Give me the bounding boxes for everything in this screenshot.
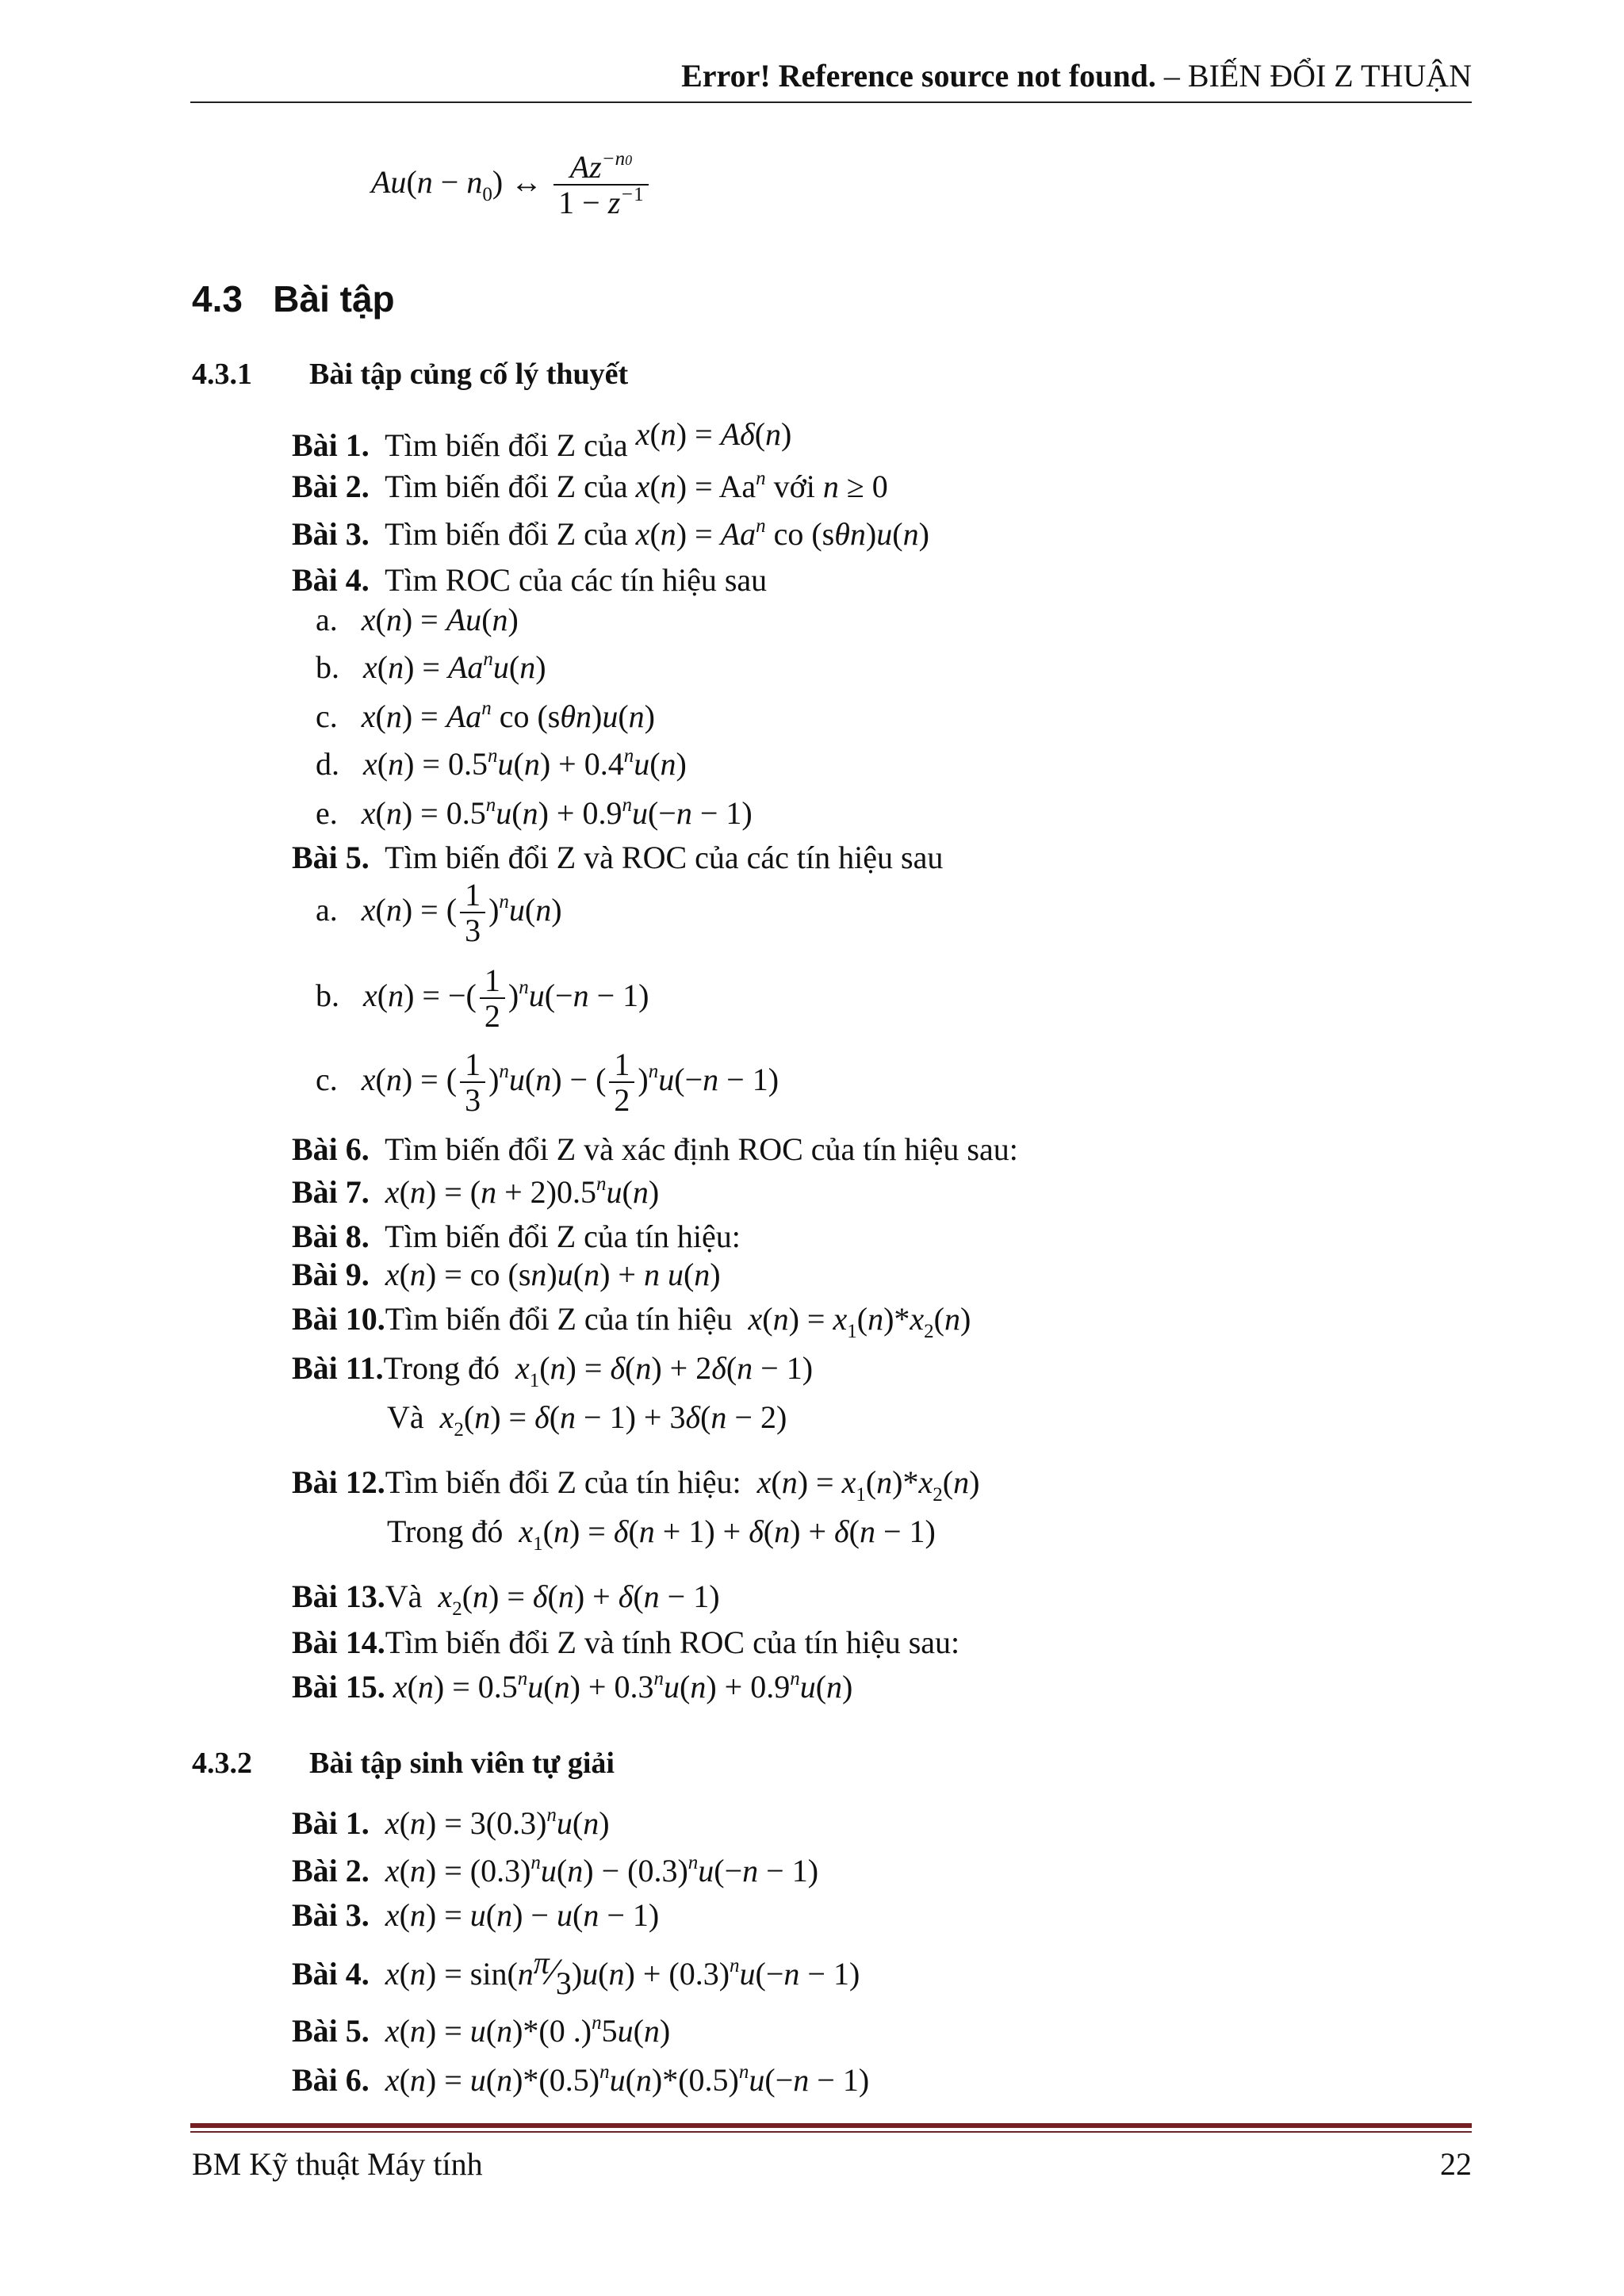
exercise-12: Bài 12.Tìm biến đổi Z của tín hiệu: $x(n) = x_1(n)*x_2(n)$ — [292, 1464, 980, 1506]
exercise-5: Bài 5. Tìm biến đổi Z và ROC của các tín hiệu sau — [292, 840, 944, 875]
header-rule — [190, 101, 1472, 103]
self-exercise-2: Bài 2. $x(n) = (0.3)^nu(n) - (0.3)^nu(-n - 1)$ — [292, 1852, 819, 1888]
exercise-15: Bài 15. $x(n) = 0.5^nu(n) + 0.3^nu(n) + 0.9^nu(n)$ — [292, 1668, 853, 1705]
exercise-8: Bài 8. Tìm biến đổi Z của tín hiệu: — [292, 1219, 741, 1254]
ex4-a: a. x(n) = Au(n) — [316, 602, 519, 637]
section-heading: 4.3 Bài tập — [192, 278, 395, 320]
self-exercise-5: Bài 5. x(n) = u(n)*(0 .)$^n$5u(n) — [292, 2012, 671, 2049]
self-exercise-6: Bài 6. $x(n) = u(n)*(0.5)^nu(n)*(0.5)^nu(-n - 1)$ — [292, 2061, 870, 2098]
exercise-7: Bài 7. $x(n) = (n + 2)0.5^nu(n)$ — [292, 1173, 660, 1210]
ex4-c: c. $x(n) = Aa^n$ co (sθn)u(n) — [316, 698, 655, 734]
exercise-3: Bài 3. Tìm biến đổi Z của $x(n) = Aa^n$ co (sθn)u(n) — [292, 515, 929, 552]
ex5-b: b. x(n) = −( $\frac{1}{2}$ )$^n$u(−n − 1) — [316, 962, 649, 1034]
exercise-14: Bài 14.Tìm biến đổi Z và tính ROC của tín hiệu sau: — [292, 1624, 960, 1660]
ex4-e: e. $x(n) = 0.5^nu(n) + 0.9^nu(-n - 1)$ — [316, 794, 753, 831]
footer-rule-thick — [190, 2123, 1472, 2128]
page-number: 22 — [1440, 2146, 1472, 2182]
exercise-6: Bài 6. Tìm biến đổi Z và xác định ROC của tín hiệu sau: — [292, 1131, 1018, 1167]
exercise-11-and: Và $x_2(n) = \delta(n - 1) + 3\delta(n - 2)$ — [387, 1399, 787, 1441]
ex4-b: b. $x(n) = Aa^nu(n)$ — [316, 649, 546, 685]
exercise-2: Bài 2. Tìm biến đổi Z của $x(n) = Aa^n$ với n ≥ 0 — [292, 468, 888, 504]
ex4-d: d. $x(n) = 0.5^nu(n) + 0.4^nu(n)$ — [316, 745, 687, 782]
self-exercise-1: Bài 1. $x(n) = 3(0.3)^nu(n)$ — [292, 1804, 610, 1841]
exercise-9: Bài 9. x(n) = co (sn)u(n) + n u(n) — [292, 1257, 721, 1292]
running-header — [681, 57, 1472, 94]
self-exercise-3: Bài 3. x(n) = u(n) − u(n − 1) — [292, 1897, 660, 1933]
formula-shift-step: $Au(n - n_0)$ ↔ $\frac{Az^{-n0}}{1 - z^{-1}}$ — [371, 151, 652, 220]
exercise-1: Bài 1. Tìm biến đổi Z của x(n) = Aδ(n) — [292, 416, 792, 463]
subsection-heading-2: 4.3.2 Bài tập sinh viên tự giải — [192, 1747, 615, 1780]
ex5-c: c. x(n) = ( $\frac{1}{3}$ )$^n$u(n) − ( $\frac{1}{2}$ )$^n$u(−n − 1) — [316, 1047, 779, 1118]
header-rest: – BIẾN ĐỔI Z THUẬN — [1155, 58, 1472, 94]
self-exercise-4: Bài 4. x(n) = sin(nπ⁄3)u(n) + $(0.3)^nu(-n - 1)$ — [292, 1945, 860, 2001]
footer-department: BM Kỹ thuật Máy tính — [192, 2146, 483, 2182]
exercise-10: Bài 10.Tìm biến đổi Z của tín hiệu $x(n) = x_1(n)*x_2(n)$ — [292, 1301, 971, 1342]
header-bold: Error! Reference source not found. — [681, 58, 1156, 94]
exercise-11: Bài 11.Trong đó $x_1(n) = \delta(n) + 2\delta(n - 1)$ — [292, 1350, 814, 1391]
exercise-12-where: Trong đó $x_1(n) = \delta(n + 1) + \delta(n) + \delta(n - 1)$ — [387, 1513, 936, 1555]
exercise-13: Bài 13.Và $x_2(n) = \delta(n) + \delta(n - 1)$ — [292, 1578, 720, 1620]
subsection-heading-1: 4.3.1 Bài tập củng cố lý thuyết — [192, 358, 629, 391]
ex5-a: a. x(n) = ( $\frac{1}{3}$ )$^n$u(n) — [316, 877, 562, 948]
exercise-4: Bài 4. Tìm ROC của các tín hiệu sau — [292, 562, 768, 598]
footer-rule-thin — [190, 2131, 1472, 2133]
